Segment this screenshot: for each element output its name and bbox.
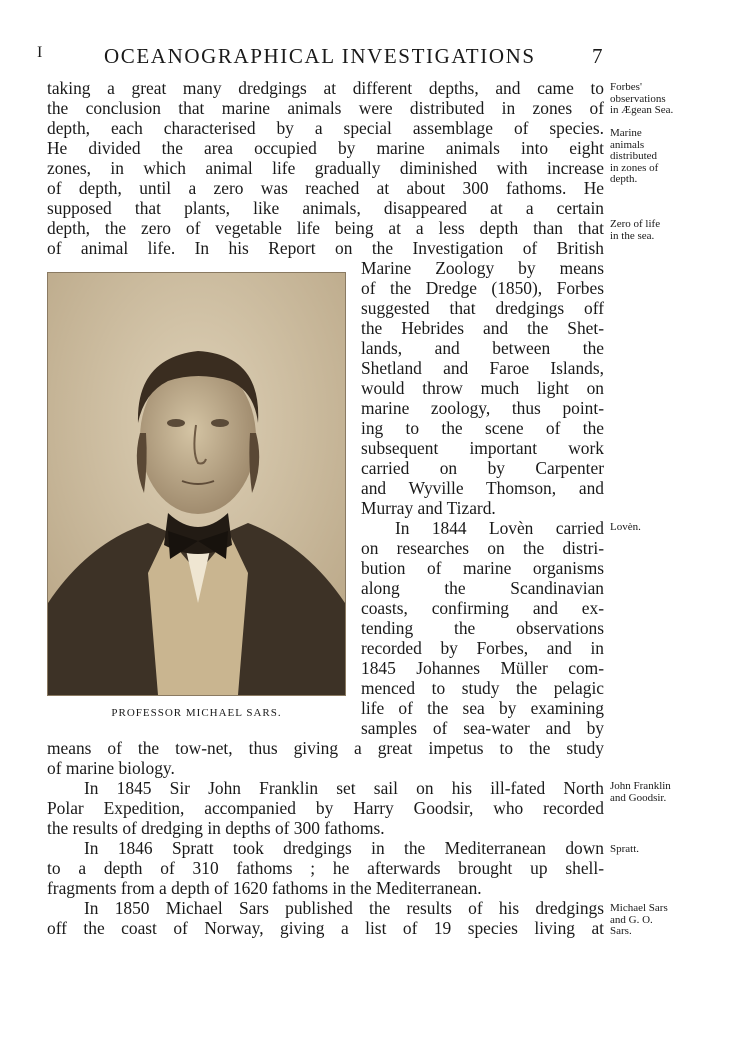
text-line: of depth, until a zero was reached at about 300 fathoms. He (47, 178, 604, 198)
text-line: coasts, confirming and ex- (361, 598, 604, 618)
text-line: Murray and Tizard. (361, 498, 496, 518)
running-title: OCEANOGRAPHICAL INVESTIGATIONS (104, 44, 536, 68)
margin-note-line: and Goodsir. (610, 791, 667, 804)
margin-note-line: Sars. (610, 925, 632, 937)
text-line: ing to the scene of the (361, 418, 604, 438)
margin-note (610, 82, 736, 117)
text-line: the results of dredging in depths of 300 fathoms. (47, 818, 385, 838)
margin-note (610, 128, 736, 186)
margin-note (610, 844, 736, 856)
margin-note-line: in the sea. (610, 229, 655, 242)
text-line: of the Dredge (1850), Forbes (361, 278, 604, 298)
margin-note-line: animals (610, 138, 645, 151)
text-line: supposed that plants, like animals, disappeared at a certain (47, 198, 604, 218)
text-line: Polar Expedition, accompanied by Harry Goodsir, who recorded (47, 798, 604, 818)
text-line: In 1844 Lovèn carried (395, 518, 604, 538)
text-line: depth, the zero of vegetable life being at a less depth than that (47, 218, 604, 238)
margin-note-line: in Ægean Sea. (610, 104, 674, 116)
text-line: Marine Zoology by means (361, 258, 604, 278)
text-line: along the Scandinavian (361, 578, 604, 598)
margin-note-line: John Franklin (610, 780, 671, 792)
text-line: subsequent important work (361, 438, 604, 458)
text-line: lands, and between the (361, 338, 604, 358)
margin-note-line: Marine (610, 127, 642, 139)
margin-note-line: and G. O. (610, 913, 653, 926)
text-line: He divided the area occupied by marine animals into eight (47, 138, 604, 158)
text-line: Shetland and Faroe Islands, (361, 358, 604, 378)
text-line: on researches on the distri- (361, 538, 604, 558)
text-line: suggested that dredgings off (361, 298, 604, 318)
margin-note-line: Spratt. (610, 843, 640, 855)
page-number: 7 (592, 44, 603, 68)
text-line: the conclusion that marine animals were distributed in zones of (47, 98, 604, 118)
text-line: to a depth of 310 fathoms ; he afterwards brought up shell- (47, 858, 604, 878)
text-line: marine zoology, thus point- (361, 398, 604, 418)
text-line: tending the observations (361, 618, 604, 638)
text-line: In 1846 Spratt took dredgings in the Mediterranean down (84, 838, 604, 858)
portrait-image (48, 273, 345, 695)
text-line: off the coast of Norway, giving a list of 19 species living at (47, 918, 604, 938)
text-line: carried on by Carpenter (361, 458, 604, 478)
text-line: In 1845 Sir John Franklin set sail on his ill-fated North (84, 778, 604, 798)
text-line: would throw much light on (361, 378, 604, 398)
margin-note-line: in zones of (610, 161, 659, 174)
portrait-figure (47, 272, 346, 696)
text-line: zones, in which animal life gradually diminished with increase (47, 158, 604, 178)
margin-note-line: Lovèn. (610, 521, 641, 533)
text-line: recorded by Forbes, and in (361, 638, 604, 658)
text-line: bution of marine organisms (361, 558, 604, 578)
text-line: of animal life. In his Report on the Investigation of British (47, 238, 604, 258)
margin-note-line: Michael Sars (610, 902, 668, 914)
text-line: 1845 Johannes Müller com- (361, 658, 604, 678)
margin-note (610, 781, 736, 804)
text-line: samples of sea-water and by (361, 718, 604, 738)
text-line: the Hebrides and the Shet- (361, 318, 604, 338)
text-line: fragments from a depth of 1620 fathoms in the Mediterranean. (47, 878, 482, 898)
text-line: In 1850 Michael Sars published the results of his dredgings (84, 898, 604, 918)
margin-note-line: Zero of life (610, 218, 661, 230)
figure-caption: PROFESSOR MICHAEL SARS. (111, 707, 282, 719)
margin-note (610, 903, 736, 938)
margin-note (610, 219, 736, 242)
header-mark: I (37, 44, 43, 61)
margin-note-line: Forbes' (610, 81, 642, 93)
text-line: menced to study the pelagic (361, 678, 604, 698)
margin-note-line: distributed (610, 150, 658, 162)
text-line: means of the tow-net, thus giving a great impetus to the study (47, 738, 604, 758)
text-line: taking a great many dredgings at different depths, and came to (47, 78, 604, 98)
text-line: depth, each characterised by a special assemblage of species. (47, 118, 604, 138)
text-line: life of the sea by examining (361, 698, 604, 718)
margin-note-line: observations (610, 92, 666, 105)
text-line: and Wyville Thomson, and (361, 478, 604, 498)
margin-note-line: depth. (610, 173, 638, 185)
text-line: of marine biology. (47, 758, 175, 778)
margin-note (610, 522, 736, 534)
